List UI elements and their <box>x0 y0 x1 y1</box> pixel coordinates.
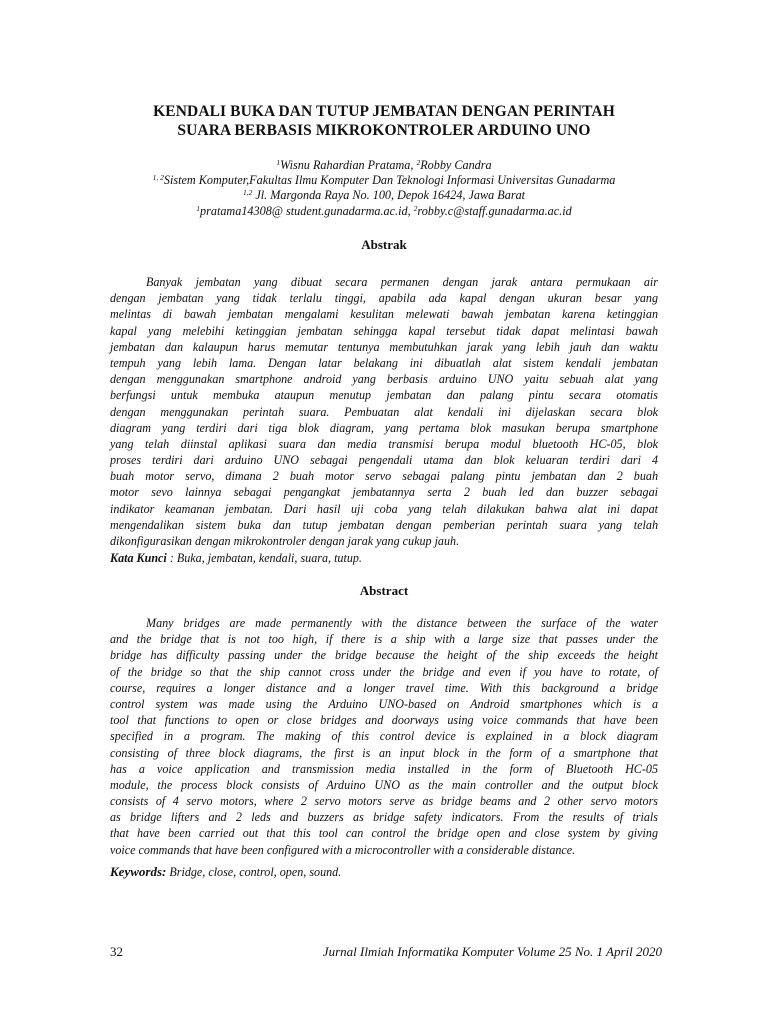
abstrak-line: dengan jembatan yang tidak terlalu tinggi, apabila ada kapal dengan ukuran besar yang <box>110 291 658 306</box>
address-text: Jl. Margonda Raya No. 100, Depok 16424, Jawa Barat <box>252 188 526 203</box>
abstract-line: specified in a program. The making of this control device is explained in a block diagram <box>110 729 658 744</box>
paper-title <box>100 102 668 140</box>
abstract-line: tool that functions to open or close bridges and doorways using voice commands that have been <box>110 713 658 728</box>
abstract-line: Many bridges are made permanently with the distance between the surface of the water <box>146 616 658 630</box>
author-block <box>100 158 668 219</box>
abstrak-line: mengendalikan sistem buka dan tutup jembatan dengan pemberian perintah suara yang telah <box>110 517 658 532</box>
abstract-line: consisting of three block diagrams, the first is an input block in the form of a smartphone that <box>110 745 658 760</box>
kata-kunci-label: Kata Kunci <box>110 551 167 565</box>
abstrak-line: Banyak jembatan yang dibuat secara permanen dengan jarak antara permukaan air <box>146 275 658 289</box>
email-1-superscript: 1 <box>196 203 201 213</box>
email-2: robby.c@staff.gunadarma.ac.id <box>417 203 572 218</box>
abstract-line: has a voice application and transmission media installed in the form of Bluetooth HC-05 <box>110 761 658 776</box>
abstract-line: of the bridge so that the ship cannot cross under the bridge and even if you have to rotate, of <box>110 664 658 679</box>
author-names <box>100 158 668 173</box>
abstrak-line: dengan menggunakan perintah suara. Pembuatan alat kendali ini dijelaskan secara blok <box>110 404 658 419</box>
keywords <box>110 864 658 880</box>
author-2-superscript: 2 <box>416 158 421 167</box>
abstract-line: voice commands that have been configured with a microcontroller with a considerable distance. <box>110 842 576 857</box>
author-1-name: Wisnu Rahardian Pratama, <box>280 158 417 172</box>
abstrak-body <box>110 274 658 549</box>
title-line-1: KENDALI BUKA DAN TUTUP JEMBATAN DENGAN PERINTAH <box>153 103 615 120</box>
author-address <box>100 188 668 203</box>
abstrak-heading: Abstrak <box>361 237 407 252</box>
keywords-text: Bridge, close, control, open, sound. <box>166 865 342 879</box>
abstract-line: bridge has difficulty passing under the bridge because the height of the ship exceeds the height <box>110 648 658 663</box>
abstract-line: as bridge lifters and 2 leds and buzzers as bridge safety indicators. From the results of trials <box>110 810 658 825</box>
abstract-line: consists of 4 servo motors, where 2 servo motors serve as bridge beams and 2 other servo motors <box>110 794 658 809</box>
abstrak-line: dengan menggunakan smartphone android yang berbasis arduino UNO yaitu sebuah alat yang <box>110 372 658 387</box>
abstrak-line: berfungsi untuk membuka ataupun menutup jembatan dan palang pintu secara otomatis <box>110 388 658 403</box>
author-emails <box>100 204 668 219</box>
abstract-body <box>110 615 658 858</box>
affiliation-superscript: 1, 2 <box>152 173 164 183</box>
affiliation-text: Sistem Komputer,Fakultas Ilmu Komputer Dan Teknologi Informasi Universitas Gunadarma <box>163 173 616 188</box>
abstrak-line: kapal yang melebihi ketinggian jembatan sehingga kapal tersebut tidak dapat melintasi bawah <box>110 323 658 338</box>
abstrak-line: melintas di bawah jembatan mengalami kesulitan melewati bawah jembatan karena ketinggian <box>110 307 658 322</box>
kata-kunci <box>110 551 658 566</box>
abstrak-line: diagram yang terdiri dari tiga blok diagram, yang pertama blok masukan berupa smartphone <box>110 420 658 435</box>
kata-kunci-text: : Buka, jembatan, kendali, suara, tutup. <box>166 551 362 565</box>
author-2-name: Robby Candra <box>420 158 492 172</box>
author-1-superscript: 1 <box>276 158 281 167</box>
abstrak-line: buah motor servo, dimana 2 buah motor servo sebagai palang pintu jembatan dan 2 buah <box>110 469 658 484</box>
abstract-heading: Abstract <box>359 583 409 598</box>
abstract-line: that have been carried out that this tool can control the bridge open and close system by giving <box>110 826 658 841</box>
abstrak-line: proses terdiri dari arduino UNO sebagai pengendali utama dan blok keluaran terdiri dari 4 <box>110 453 658 468</box>
abstrak-line: tempuh yang lebih lama. Dengan latar belakang ini dibuatlah alat sistem kendali jembatan <box>110 355 658 370</box>
address-superscript: 1,2 <box>242 188 253 198</box>
journal-footer: Jurnal Ilmiah Informatika Komputer Volume 25 No. 1 April 2020 <box>322 944 662 959</box>
abstrak-line: indikator keamanan jembatan. Dari hasil uji coba yang telah dilakukan bahwa alat ini dapat <box>110 501 658 516</box>
abstract-line: module, the process block consists of Arduino UNO as the main controller and the output block <box>110 777 658 792</box>
abstrak-line: motor sevo lainnya sebagai pengangkat jembatannya serta 2 buah led dan buzzer sebagai <box>110 485 658 500</box>
page-number: 32 <box>110 944 123 959</box>
email-1: pratama14308@ student.gunadarma.ac.id, <box>200 203 414 218</box>
author-affiliation <box>100 173 668 188</box>
email-2-superscript: 2 <box>413 203 418 213</box>
abstrak-line: dikonfigurasikan dengan mikrokontroler dengan jarak yang cukup jauh. <box>110 534 460 548</box>
abstrak-line: yang telah diinstal aplikasi suara dan media transmisi berupa modul bluetooth HC-05, blok <box>110 436 658 451</box>
abstract-line: and the bridge that is not too high, if there is a ship with a large size that passes under the <box>110 632 658 647</box>
abstract-line: course, requires a longer distance and a longer travel time. With this background a bridge <box>110 680 658 695</box>
abstract-line: control system was made using the Arduino UNO-based on Android smartphones which is a <box>110 696 658 711</box>
keywords-label: Keywords: <box>110 864 167 879</box>
abstrak-line: jembatan dan kalaupun harus memutar tentunya membutuhkan jarak yang lebih jauh dan waktu <box>110 339 658 354</box>
title-line-2: SUARA BERBASIS MIKROKONTROLER ARDUINO UNO <box>177 122 591 139</box>
